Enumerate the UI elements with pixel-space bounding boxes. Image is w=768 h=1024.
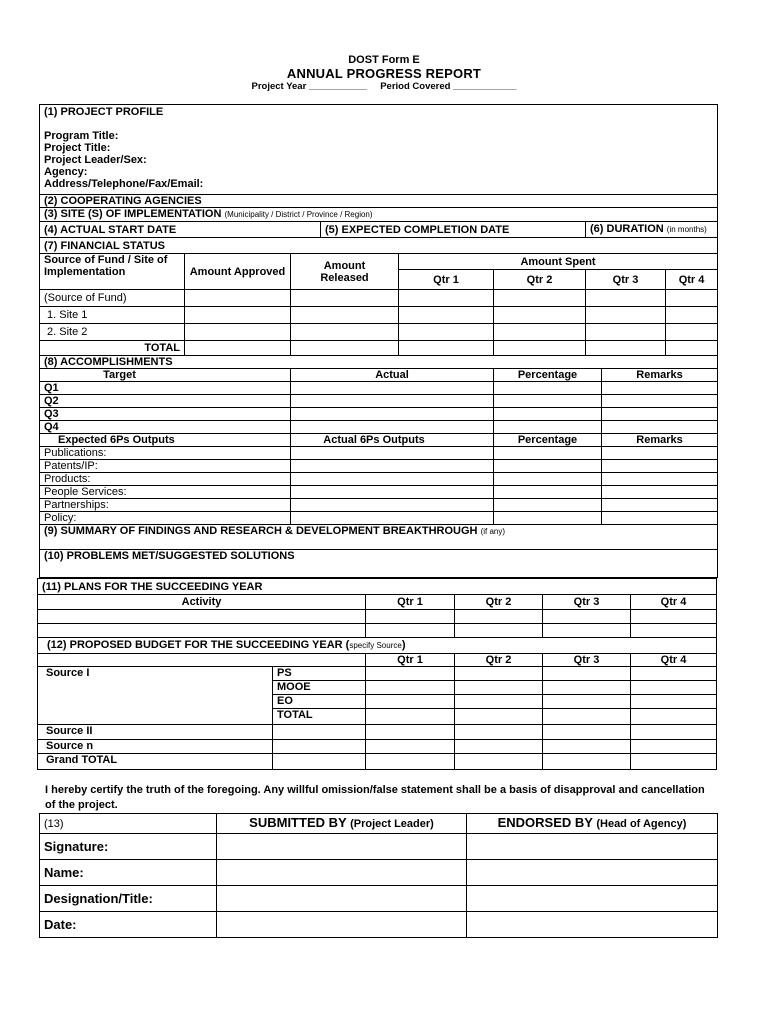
budget-heading-note: specify Source	[349, 641, 402, 650]
out-cell[interactable]	[494, 499, 602, 512]
fin-cell[interactable]	[586, 341, 666, 356]
fin-cell[interactable]	[666, 290, 718, 307]
out-cell[interactable]	[494, 447, 602, 460]
out-cell[interactable]	[602, 512, 718, 525]
section-13-label: (13)	[40, 814, 217, 834]
table-row	[38, 725, 717, 740]
table-row	[40, 307, 718, 324]
budget-cell[interactable]	[455, 709, 543, 725]
table-row	[38, 754, 717, 770]
out-cell[interactable]	[602, 473, 718, 486]
budget-cell[interactable]	[543, 740, 631, 754]
grand-total-label: Grand TOTAL	[38, 754, 273, 770]
out-cell[interactable]	[602, 486, 718, 499]
project-title-label: Project Title:	[44, 142, 111, 154]
source-1-label: Source I	[38, 667, 273, 725]
submitted-name-field[interactable]	[217, 860, 467, 886]
fin-cell[interactable]	[185, 307, 291, 324]
table-row	[38, 624, 717, 638]
summary-note: (if any)	[480, 527, 506, 536]
project-profile-row	[40, 105, 718, 195]
acc-cell[interactable]	[291, 408, 494, 421]
fin-cell[interactable]	[291, 290, 399, 307]
policy-label: Policy:	[40, 512, 291, 525]
plans-budget-table	[37, 578, 717, 770]
plan-cell[interactable]	[366, 624, 455, 638]
name-label: Name:	[40, 860, 217, 886]
plan-cell[interactable]	[38, 624, 366, 638]
budget-cell[interactable]	[366, 695, 455, 709]
report-title: ANNUAL PROGRESS REPORT	[286, 66, 482, 81]
fin-cell[interactable]	[586, 290, 666, 307]
fin-cell[interactable]	[666, 307, 718, 324]
budget-cell[interactable]	[273, 754, 366, 770]
plan-cell[interactable]	[38, 610, 366, 624]
plan-qtr4-header: Qtr 4	[631, 595, 717, 610]
fin-qtr3-header: Qtr 3	[586, 270, 666, 290]
table-row	[38, 610, 717, 624]
actual-header: Actual	[291, 369, 494, 382]
endorsed-date-field[interactable]	[467, 912, 718, 938]
fin-cell[interactable]	[185, 341, 291, 356]
budget-cell[interactable]	[273, 740, 366, 754]
plan-qtr2-header: Qtr 2	[455, 595, 543, 610]
duration-cell[interactable]	[586, 222, 718, 238]
plan-cell[interactable]	[366, 610, 455, 624]
fin-row-site1: 1. Site 1	[40, 307, 185, 324]
out-cell[interactable]	[494, 460, 602, 473]
budget-cell[interactable]	[366, 681, 455, 695]
budget-qtr3-header: Qtr 3	[543, 654, 631, 667]
submitted-designation-field[interactable]	[217, 886, 467, 912]
table-row	[40, 408, 718, 421]
budget-cell[interactable]	[273, 725, 366, 740]
budget-heading-cell	[38, 638, 717, 654]
fin-cell[interactable]	[399, 290, 494, 307]
certification-statement: I hereby certify the truth of the foregoing. Any willful omission/false statement shall be a basis of disapproval and cancellation of the project.	[45, 784, 705, 811]
out-cell[interactable]	[291, 447, 494, 460]
submitted-signature-field[interactable]	[217, 834, 467, 860]
table-row	[40, 486, 718, 499]
duration-note: (in months)	[666, 225, 707, 234]
q4-label: Q4	[40, 421, 291, 434]
table-row	[40, 447, 718, 460]
endorsed-by-label: ENDORSED BY	[497, 815, 593, 830]
fin-cell[interactable]	[494, 341, 586, 356]
summary-label: (9) SUMMARY OF FINDINGS AND RESEARCH & DEVELOPMENT BREAKTHROUGH	[44, 525, 478, 537]
acc-cell[interactable]	[494, 382, 602, 395]
budget-cell[interactable]	[455, 681, 543, 695]
fin-cell[interactable]	[494, 290, 586, 307]
table-row	[40, 290, 718, 307]
plan-cell[interactable]	[631, 610, 717, 624]
site-implementation-cell[interactable]	[40, 208, 718, 222]
budget-cell[interactable]	[631, 681, 717, 695]
address-label: Address/Telephone/Fax/Email:	[44, 178, 204, 190]
table-row	[40, 473, 718, 486]
budget-total-label: TOTAL	[273, 709, 366, 725]
table-row	[40, 341, 718, 356]
fin-cell[interactable]	[494, 307, 586, 324]
project-profile-heading: (1) PROJECT PROFILE	[44, 106, 164, 118]
summary-cell[interactable]	[40, 525, 718, 550]
amount-spent-header: Amount Spent	[399, 254, 718, 270]
project-year-period: Project Year ___________ Period Covered ____________	[251, 81, 517, 92]
date-label: Date:	[40, 912, 217, 938]
financial-status-heading: (7) FINANCIAL STATUS	[40, 238, 718, 254]
products-label: Products:	[40, 473, 291, 486]
start-date-cell[interactable]	[40, 222, 321, 238]
plan-cell[interactable]	[631, 624, 717, 638]
outputs-remarks-header: Remarks	[602, 434, 718, 447]
acc-cell[interactable]	[602, 408, 718, 421]
out-cell[interactable]	[291, 512, 494, 525]
budget-cell[interactable]	[366, 725, 455, 740]
table-row	[40, 421, 718, 434]
project-leader-label: Project Leader/Sex:	[44, 154, 147, 166]
fin-qtr2-header: Qtr 2	[494, 270, 586, 290]
acc-cell[interactable]	[602, 421, 718, 434]
budget-cell[interactable]	[455, 695, 543, 709]
expected-outputs-header: Expected 6Ps Outputs	[40, 434, 291, 447]
budget-cell[interactable]	[631, 667, 717, 681]
fin-cell[interactable]	[291, 341, 399, 356]
plan-cell[interactable]	[455, 624, 543, 638]
remarks-header: Remarks	[602, 369, 718, 382]
accomplishments-heading: (8) ACCOMPLISHMENTS	[40, 356, 718, 369]
plan-cell[interactable]	[543, 610, 631, 624]
cooperating-agencies-label: (2) COOPERATING AGENCIES	[44, 195, 202, 207]
fin-total-label: TOTAL	[40, 341, 185, 356]
table-row	[40, 460, 718, 473]
actual-outputs-header: Actual 6Ps Outputs	[291, 434, 494, 447]
fin-cell[interactable]	[666, 341, 718, 356]
acc-cell[interactable]	[602, 382, 718, 395]
budget-cell[interactable]	[455, 725, 543, 740]
mooe-label: MOOE	[273, 681, 366, 695]
fin-cell[interactable]	[666, 324, 718, 341]
signoff-table	[39, 813, 718, 938]
cooperating-agencies-cell[interactable]	[40, 195, 718, 208]
amount-approved-header: Amount Approved	[185, 254, 291, 290]
plan-cell[interactable]	[455, 610, 543, 624]
plans-heading: (11) PLANS FOR THE SUCCEEDING YEAR	[38, 579, 717, 595]
signature-label: Signature:	[40, 834, 217, 860]
budget-cell[interactable]	[366, 754, 455, 770]
table-row	[40, 912, 718, 938]
budget-heading: (12) PROPOSED BUDGET FOR THE SUCCEEDING YEAR (	[47, 639, 350, 651]
publications-label: Publications:	[40, 447, 291, 460]
acc-cell[interactable]	[494, 408, 602, 421]
budget-cell[interactable]	[455, 667, 543, 681]
plan-qtr3-header: Qtr 3	[543, 595, 631, 610]
source-2-label: Source II	[38, 725, 273, 740]
table-row	[40, 324, 718, 341]
endorsed-signature-field[interactable]	[467, 834, 718, 860]
problems-cell[interactable]	[40, 550, 718, 578]
endorsed-name-field[interactable]	[467, 860, 718, 886]
report-form-table	[39, 104, 718, 578]
out-cell[interactable]	[291, 473, 494, 486]
start-date-label: (4) ACTUAL START DATE	[44, 223, 177, 236]
fin-row-site2: 2. Site 2	[40, 324, 185, 341]
acc-cell[interactable]	[602, 395, 718, 408]
table-row	[40, 499, 718, 512]
designation-label: Designation/Title:	[40, 886, 217, 912]
fin-cell[interactable]	[399, 341, 494, 356]
budget-cell[interactable]	[455, 754, 543, 770]
budget-cell[interactable]	[543, 667, 631, 681]
budget-cell[interactable]	[455, 740, 543, 754]
table-row	[40, 395, 718, 408]
submitted-date-field[interactable]	[217, 912, 467, 938]
budget-qtr2-header: Qtr 2	[455, 654, 543, 667]
fin-cell[interactable]	[185, 290, 291, 307]
completion-date-label: (5) EXPECTED COMPLETION DATE	[325, 223, 510, 236]
ps-label: PS	[273, 667, 366, 681]
completion-date-cell[interactable]	[321, 222, 586, 238]
table-row	[38, 667, 717, 681]
submitted-by-header	[217, 814, 467, 834]
site-note: (Municipality / District / Province / Region)	[224, 210, 373, 219]
fin-row-source: (Source of Fund)	[40, 290, 185, 307]
budget-cell[interactable]	[631, 725, 717, 740]
budget-cell[interactable]	[631, 740, 717, 754]
patents-label: Patents/IP:	[40, 460, 291, 473]
table-row	[38, 740, 717, 754]
acc-cell[interactable]	[494, 395, 602, 408]
budget-qtr1-header: Qtr 1	[366, 654, 455, 667]
budget-cell[interactable]	[543, 725, 631, 740]
program-title-label: Program Title:	[44, 130, 119, 142]
fin-cell[interactable]	[586, 307, 666, 324]
table-row	[40, 886, 718, 912]
budget-cell[interactable]	[366, 667, 455, 681]
acc-cell[interactable]	[291, 382, 494, 395]
budget-cell[interactable]	[631, 754, 717, 770]
out-cell[interactable]	[602, 499, 718, 512]
budget-cell[interactable]	[631, 709, 717, 725]
acc-cell[interactable]	[494, 421, 602, 434]
plan-qtr1-header: Qtr 1	[366, 595, 455, 610]
endorsed-designation-field[interactable]	[467, 886, 718, 912]
out-cell[interactable]	[602, 447, 718, 460]
agency-label: Agency:	[44, 166, 88, 178]
target-header: Target	[40, 369, 291, 382]
budget-cell[interactable]	[543, 681, 631, 695]
fin-qtr4-header: Qtr 4	[666, 270, 718, 290]
problems-label: (10) PROBLEMS MET/SUGGESTED SOLUTIONS	[44, 550, 295, 562]
fin-cell[interactable]	[291, 324, 399, 341]
table-row	[40, 512, 718, 525]
partnerships-label: Partnerships:	[40, 499, 291, 512]
budget-blank-header	[38, 654, 366, 667]
out-cell[interactable]	[602, 460, 718, 473]
out-cell[interactable]	[494, 473, 602, 486]
plan-cell[interactable]	[543, 624, 631, 638]
percentage-header: Percentage	[494, 369, 602, 382]
table-row	[40, 382, 718, 395]
table-row	[40, 834, 718, 860]
duration-label: (6) DURATION	[590, 223, 664, 235]
budget-cell[interactable]	[366, 740, 455, 754]
budget-cell[interactable]	[543, 709, 631, 725]
people-services-label: People Services:	[40, 486, 291, 499]
q3-label: Q3	[40, 408, 291, 421]
activity-header: Activity	[38, 595, 366, 610]
budget-qtr4-header: Qtr 4	[631, 654, 717, 667]
fin-cell[interactable]	[586, 324, 666, 341]
endorsed-by-note: (Head of Agency)	[596, 818, 687, 830]
budget-cell[interactable]	[631, 695, 717, 709]
form-code: DOST Form E	[348, 54, 420, 66]
submitted-by-note: (Project Leader)	[350, 818, 434, 830]
project-profile-cell[interactable]	[40, 105, 718, 195]
budget-cell[interactable]	[366, 709, 455, 725]
fin-cell[interactable]	[291, 307, 399, 324]
out-cell[interactable]	[291, 460, 494, 473]
out-cell[interactable]	[291, 486, 494, 499]
amount-released-header: Amount Released	[291, 254, 399, 290]
submitted-by-label: SUBMITTED BY	[249, 815, 347, 830]
fin-cell[interactable]	[185, 324, 291, 341]
eo-label: EO	[273, 695, 366, 709]
source-n-label: Source n	[38, 740, 273, 754]
q2-label: Q2	[40, 395, 291, 408]
out-cell[interactable]	[494, 512, 602, 525]
out-cell[interactable]	[494, 486, 602, 499]
fin-cell[interactable]	[399, 307, 494, 324]
out-cell[interactable]	[291, 499, 494, 512]
acc-cell[interactable]	[291, 395, 494, 408]
endorsed-by-header	[467, 814, 718, 834]
fin-cell[interactable]	[399, 324, 494, 341]
source-of-fund-header: Source of Fund / Site of Implementation	[40, 254, 185, 290]
fin-cell[interactable]	[494, 324, 586, 341]
acc-cell[interactable]	[291, 421, 494, 434]
q1-label: Q1	[40, 382, 291, 395]
site-label: (3) SITE (S) OF IMPLEMENTATION	[44, 208, 222, 220]
budget-cell[interactable]	[543, 695, 631, 709]
table-row	[40, 860, 718, 886]
budget-cell[interactable]	[543, 754, 631, 770]
budget-heading-close: )	[401, 639, 406, 651]
outputs-percentage-header: Percentage	[494, 434, 602, 447]
fin-qtr1-header: Qtr 1	[399, 270, 494, 290]
